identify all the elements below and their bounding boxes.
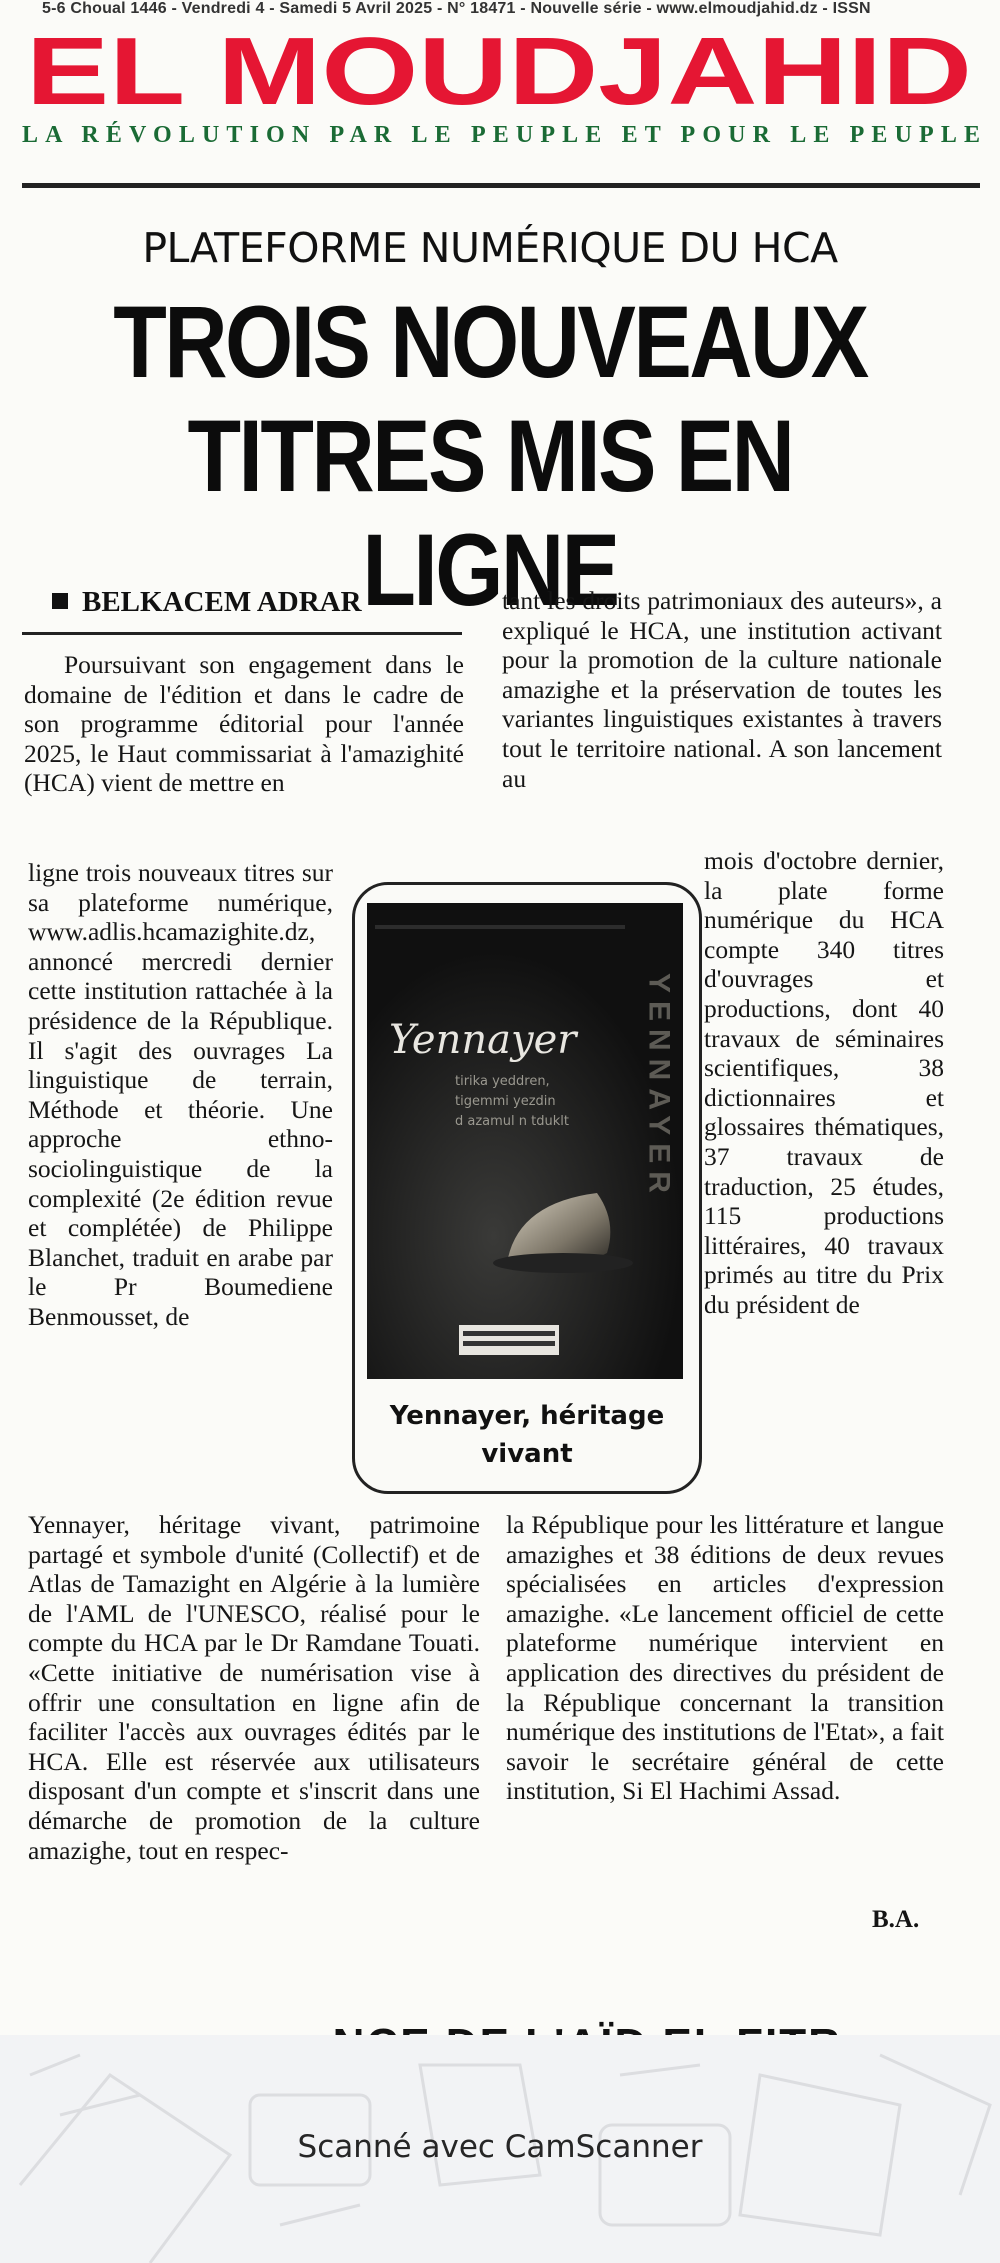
- newspaper-name: EL MOUDJAHID: [26, 18, 972, 125]
- book-cover-image: [367, 903, 683, 1379]
- article-text-col2-top: tant les droits patrimoniaux des auteurs», a expliqué le HCA, une institution activant pour la promotion de la culture nationale amazighe et la préservation de toutes les variantes linguistiques existantes à travers tout le territoire national. A son lancement au: [502, 586, 942, 793]
- newspaper-masthead: [22, 18, 982, 148]
- newspaper-tagline: LA RÉVOLUTION PAR LE PEUPLE ET POUR LE PEUPLE: [22, 122, 980, 148]
- headline-line-1: TROIS NOUVEAUX: [113, 285, 867, 399]
- book-cover-title: Yennayer: [389, 1017, 577, 1063]
- book-cover-logo: [459, 1325, 559, 1355]
- article-text-col2-bottom: la République pour les littérature et langue amazighes et 38 éditions de deux revues spécialisées en articles d'expression amazighe. «Le lancement officiel de cette plateforme numérique intervient en application des directives du président de la République concernant la transition numérique des institutions de l'Etat», a fait savoir le secrétaire général de cette institution, Si El Hachimi Assad.: [506, 1510, 944, 1806]
- article-text-col2-wrap: mois d'octobre dernier, la plate forme numérique du HCA compte 340 titres d'ouvrages et productions, dont 40 travaux de séminaires scientifiques, 38 dictionnaires et glossaires thématiques, 37 travaux de traduction, 25 études, 115 productions littéraires, 40 travaux primés au titre du Prix du président de: [704, 846, 944, 1319]
- book-cover-spine-text: YENNAYER: [642, 973, 676, 1201]
- camscanner-footer: [0, 2035, 1000, 2263]
- article-headline: [86, 285, 894, 627]
- masthead-rule: [22, 183, 980, 188]
- article-signature: B.A.: [872, 1906, 920, 1933]
- article-text-col1-bottom: Yennayer, héritage vivant, patrimoine partagé et symbole d'unité (Collectif) et de Atlas de Tamazight en Algérie à la lumière de l'AML de l'UNESCO, réalisé pour le compte du HCA par le Dr Ramdane Touati. «Cette initiative de numérisation vise à offrir une consultation en ligne afin de faciliter l'accès aux ouvrages édités par le HCA. Elle est réservée aux utilisateurs disposant d'un compte et s'inscrit dans une démarche de promotion de la culture amazighe, tout en respec-: [28, 1510, 480, 1865]
- article-text-col1-wrap: ligne trois nouveaux titres sur sa plateforme numérique, www.adlis.hcamazighite.dz, annoncé mercredi dernier cette institution rattachée à la présidence de la République. Il s'agit des ouvrages La linguistique de terrain, Méthode et théorie. Une approche ethno-sociolinguistique de la complexité (2e édition revue et complétée) de Philippe Blanchet, traduit en arabe par le Pr Boumediene Benmousset, de: [28, 858, 333, 1331]
- book-cover-spine: [643, 973, 676, 1201]
- book-cover-subtitle-3: d azamul n tduklt: [455, 1114, 569, 1129]
- headline-line-2: TITRES MIS EN LIGNE: [187, 399, 793, 627]
- book-cover-subtitle-1: tirika yeddren,: [455, 1074, 550, 1089]
- byline-bullet: [52, 593, 68, 609]
- book-image-frame: [352, 882, 702, 1494]
- book-image-caption: Yennayer, héritage vivant: [389, 1401, 665, 1469]
- byline: [52, 586, 362, 619]
- byline-rule: [22, 632, 462, 635]
- article-kicker: PLATEFORME NUMÉRIQUE DU HCA: [142, 224, 838, 272]
- article-text-col1-top: Poursuivant son engagement dans le domaine de l'édition et dans le cadre de son programme éditorial pour l'année 2025, le Haut commissariat à l'amazighité (HCA) vient de mettre en: [24, 650, 464, 798]
- scanner-watermark-text: Scanné avec CamScanner: [297, 2129, 703, 2165]
- byline-author: BELKACEM ADRAR: [82, 586, 362, 618]
- book-cover-subtitle-2: tigemmi yezdin: [455, 1094, 556, 1109]
- dateline: 5-6 Choual 1446 - Vendredi 4 - Samedi 5 Avril 2025 - N° 18471 - Nouvelle série - www.elmoudjahid.dz - ISSN: [42, 0, 871, 17]
